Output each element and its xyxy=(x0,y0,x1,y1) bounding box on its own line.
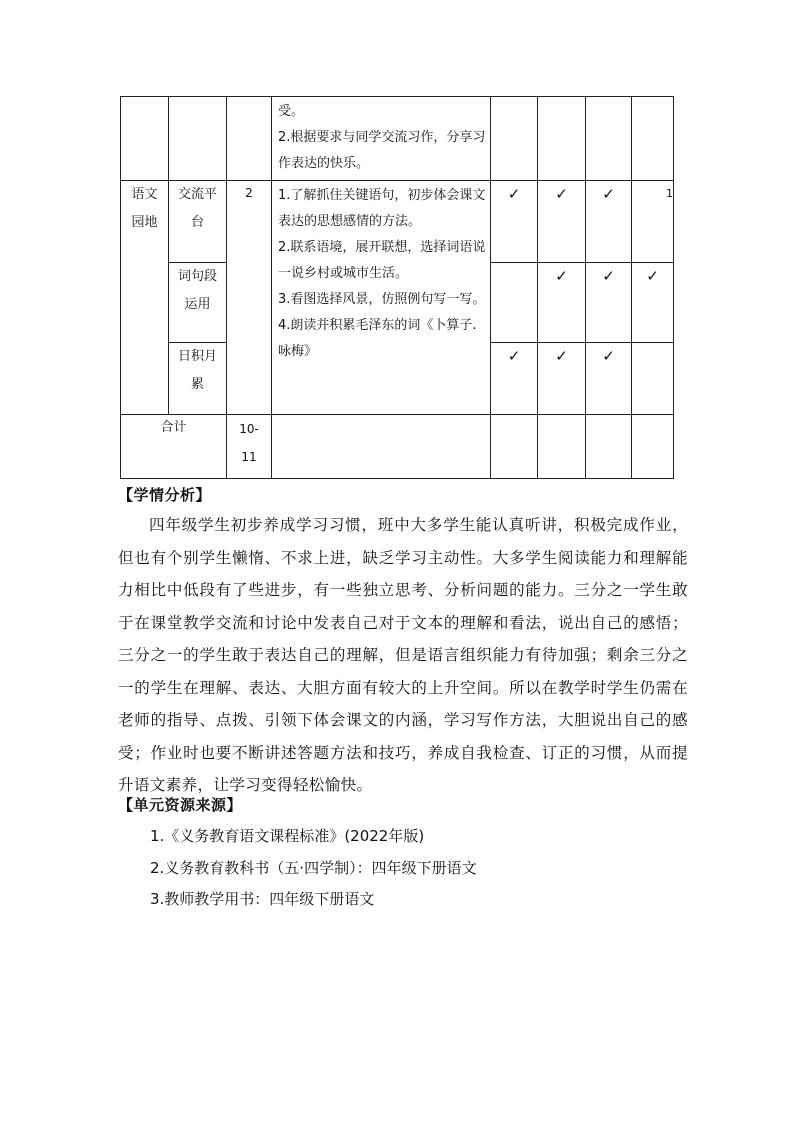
analysis-heading: 【学情分析】 xyxy=(118,486,212,504)
unit-plan-table xyxy=(120,96,674,479)
source-item: 2.义务教育教科书（五·四学制）：四年级下册语文 xyxy=(150,859,477,877)
check-mark: ✓ xyxy=(491,343,538,415)
check-mark: ✓ xyxy=(586,343,632,415)
check-mark: 1 xyxy=(632,181,674,263)
table-cell xyxy=(227,97,272,181)
item-name-cell: 日积月累 xyxy=(169,343,227,415)
table-cell xyxy=(632,97,674,181)
goal-line: 2.联系语境，展开联想，选择词语说一说乡村或城市生活。 xyxy=(278,240,486,281)
table-cell xyxy=(491,97,538,181)
check-mark: ✓ xyxy=(538,181,586,263)
table-cell xyxy=(586,415,632,479)
total-hours-cell: 10-11 xyxy=(227,415,272,479)
unit-name-cell: 语文园地 xyxy=(121,181,169,415)
check-mark: ✓ xyxy=(586,263,632,343)
table-row-jiaoliu xyxy=(121,181,674,263)
check-mark: ✓ xyxy=(632,263,674,343)
total-label-cell: 合计 xyxy=(121,415,227,479)
check-mark: ✓ xyxy=(491,181,538,263)
analysis-section xyxy=(118,509,688,802)
table-cell xyxy=(538,97,586,181)
goal-line: 2.根据要求与同学交流习作，分享习作表达的快乐。 xyxy=(278,130,486,171)
table-cell xyxy=(121,97,169,181)
source-item: 3.教师教学用书：四年级下册语文 xyxy=(150,890,375,908)
check-mark xyxy=(491,263,538,343)
analysis-paragraph: 四年级学生初步养成学习习惯，班中大多学生能认真听讲，积极完成作业，但也有个别学生懒惰、不求上进，缺乏学习主动性。大多学生阅读能力和理解能力相比中低段有了些进步，有一些独立思考、分析问题的能力。三分之一学生敢于在课堂教学交流和讨论中发表自己对于文本的理解和看法，说出自己的感悟；三分之一的学生敢于表达自己的理解，但是语言组织能力有待加强；剩余三分之一的学生在理解、表达、大胆方面有较大的上升空间。所以在教学时学生仍需在老师的指导、点拨、引领下体会课文的内涵，学习写作方法，大胆说出自己的感受；作业时也要不断讲述答题方法和技巧，养成自我检查、订正的习惯，从而提升语文素养，让学习变得轻松愉快。 xyxy=(118,516,688,794)
goal-line: 1.了解抓住关键语句，初步体会课文表达的思想感情的方法。 xyxy=(278,188,486,229)
goal-line: 受。 xyxy=(278,104,305,119)
table-row-total xyxy=(121,415,674,479)
hours-cell: 2 xyxy=(227,181,272,415)
sources-heading: 【单元资源来源】 xyxy=(118,796,243,814)
table-cell xyxy=(272,415,491,479)
table-cell xyxy=(169,97,227,181)
check-mark: ✓ xyxy=(538,263,586,343)
item-name-cell: 词句段运用 xyxy=(169,263,227,343)
goals-cell-continued xyxy=(272,97,491,181)
table-cell xyxy=(538,415,586,479)
source-item: 1.《义务教育语文课程标准》(2022年版) xyxy=(150,827,425,845)
table-cell xyxy=(586,97,632,181)
goals-cell xyxy=(272,181,491,415)
check-mark xyxy=(632,343,674,415)
goal-line: 4.朗读并积累毛泽东的词《卜算子.咏梅》 xyxy=(278,318,477,359)
table-row-continued xyxy=(121,97,674,181)
table-cell xyxy=(491,415,538,479)
check-mark: ✓ xyxy=(538,343,586,415)
item-name-cell: 交流平台 xyxy=(169,181,227,263)
table-cell xyxy=(632,415,674,479)
check-mark: ✓ xyxy=(586,181,632,263)
goal-line: 3.看图选择风景，仿照例句写一写。 xyxy=(278,292,486,307)
